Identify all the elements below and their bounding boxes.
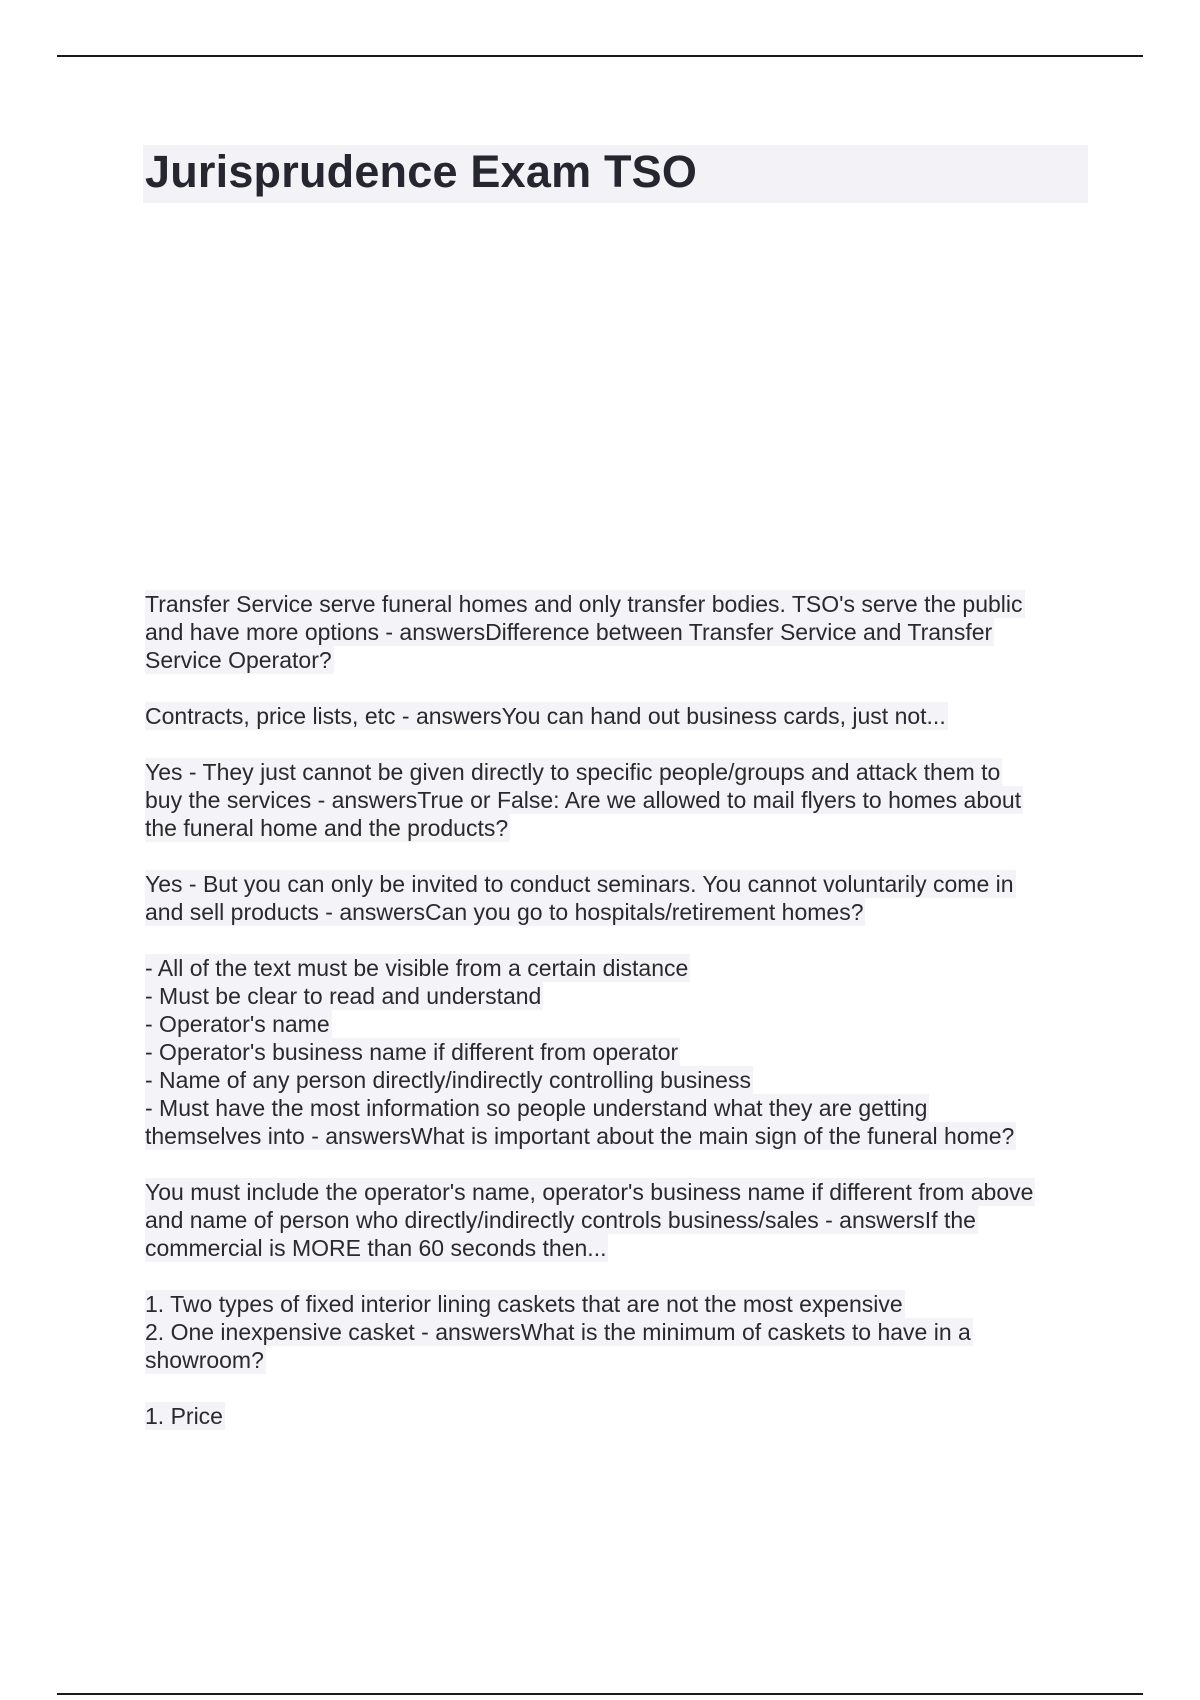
text-line: - Must have the most information so people understand what they are getting: [145, 1095, 928, 1121]
text-line: the funeral home and the products?: [145, 815, 509, 841]
text-line: - All of the text must be visible from a certain distance: [145, 955, 689, 981]
text-line: You must include the operator's name, operator's business name if different from above: [145, 1179, 1034, 1205]
qa-block-6: [145, 1178, 1090, 1262]
text-line: - Operator's business name if different from operator: [145, 1039, 679, 1065]
text-line: themselves into - answersWhat is important about the main sign of the funeral home?: [145, 1123, 1015, 1149]
text-line: and sell products - answersCan you go to hospitals/retirement homes?: [145, 899, 864, 925]
text-line: buy the services - answersTrue or False: Are we allowed to mail flyers to homes about: [145, 787, 1022, 813]
text-line: 1. Two types of fixed interior lining caskets that are not the most expensive: [145, 1291, 903, 1317]
qa-block-7: [145, 1290, 1090, 1374]
qa-block-1: [145, 590, 1090, 674]
qa-block-5: [145, 954, 1090, 1150]
qa-block-2: [145, 702, 1090, 730]
text-line: Yes - They just cannot be given directly to specific people/groups and attack them to: [145, 759, 1001, 785]
text-line: Yes - But you can only be invited to conduct seminars. You cannot voluntarily come in: [145, 871, 1014, 897]
qa-block-4: [145, 870, 1090, 926]
text-line: - Operator's name: [145, 1011, 330, 1037]
text-line: - Name of any person directly/indirectly controlling business: [145, 1067, 751, 1093]
text-line: commercial is MORE than 60 seconds then...: [145, 1235, 607, 1261]
page-title: Jurisprudence Exam TSO: [145, 146, 698, 197]
text-line: and name of person who directly/indirectly controls business/sales - answersIf the: [145, 1207, 976, 1233]
qa-block-3: [145, 758, 1090, 842]
top-divider: [57, 55, 1143, 57]
text-line: - Must be clear to read and understand: [145, 983, 542, 1009]
text-line: Transfer Service serve funeral homes and only transfer bodies. TSO's serve the public: [145, 591, 1023, 617]
text-line: Contracts, price lists, etc - answersYou can hand out business cards, just not...: [145, 703, 946, 729]
text-line: 1. Price: [145, 1403, 223, 1429]
text-line: and have more options - answersDifference between Transfer Service and Transfer: [145, 619, 993, 645]
text-line: Service Operator?: [145, 647, 332, 673]
text-line: 2. One inexpensive casket - answersWhat is the minimum of caskets to have in a: [145, 1319, 971, 1345]
document-body: [145, 590, 1090, 1458]
bottom-divider: [57, 1693, 1143, 1695]
qa-block-8: [145, 1402, 1090, 1430]
text-line: showroom?: [145, 1347, 264, 1373]
